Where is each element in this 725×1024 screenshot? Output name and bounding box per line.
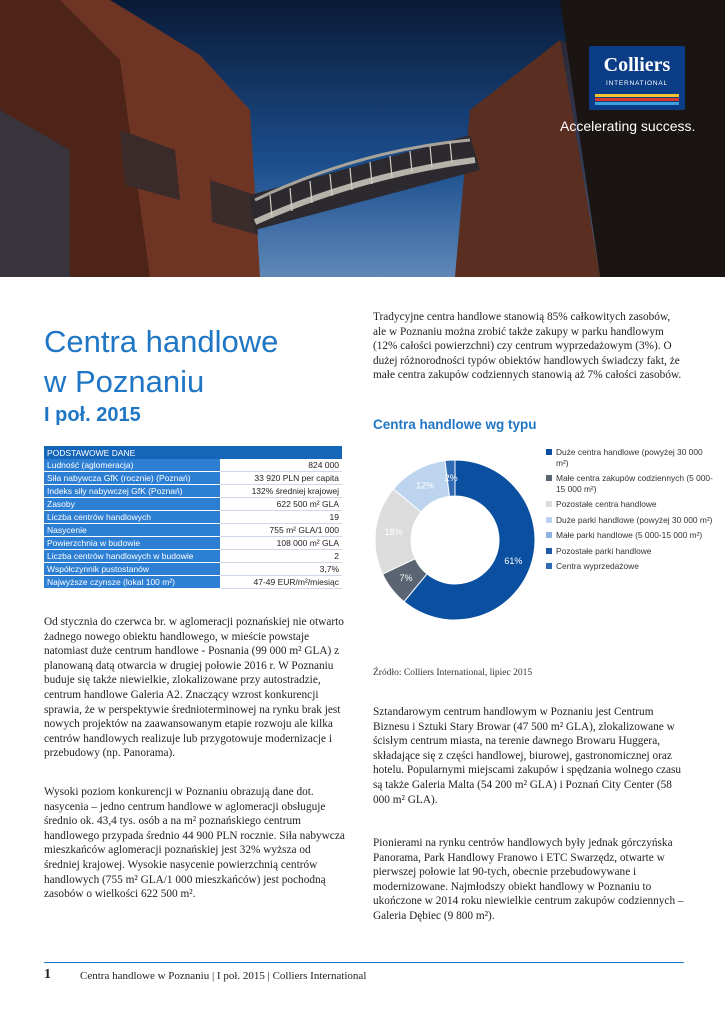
fact-label: Najwyższe czynsze (lokal 100 m²) — [44, 576, 220, 589]
fact-value: 3,7% — [220, 563, 342, 576]
chart-legend — [546, 447, 716, 577]
fact-value: 132% średniej krajowej — [220, 485, 342, 498]
logo-stripe-red — [595, 98, 679, 101]
key-facts-table — [44, 446, 342, 589]
hero-photo — [0, 0, 725, 277]
legend-swatch — [546, 475, 552, 481]
logo-stripe-yellow — [595, 94, 679, 97]
tagline: Accelerating success. — [560, 118, 696, 134]
logo-stripe-blue — [595, 102, 679, 105]
table-row — [44, 537, 342, 550]
table-row — [44, 459, 342, 472]
title-line-1: Centra handlowe — [44, 324, 279, 359]
table-row — [44, 563, 342, 576]
fact-label: Siła nabywcza GfK (rocznie) (Poznań) — [44, 472, 220, 485]
legend-item — [546, 515, 716, 526]
legend-label: Duże centra handlowe (powyżej 30 000 m²) — [556, 447, 703, 468]
page-title — [44, 322, 278, 402]
fact-value: 755 m² GLA/1 000 — [220, 524, 342, 537]
slice-label: 12% — [416, 480, 435, 491]
legend-item — [546, 499, 716, 510]
hero-photo-illustration — [0, 0, 725, 277]
fact-value: 2 — [220, 550, 342, 563]
slice-label: 7% — [399, 573, 413, 584]
slice-label: 61% — [504, 556, 523, 567]
fact-label: Powierzchnia w budowie — [44, 537, 220, 550]
fact-label: Współczynnik pustostanów — [44, 563, 220, 576]
fact-value: 824 000 — [220, 459, 342, 472]
table-row — [44, 550, 342, 563]
period-subtitle: I poł. 2015 — [44, 404, 141, 426]
donut-chart — [370, 455, 540, 625]
fact-value: 622 500 m² GLA — [220, 498, 342, 511]
fact-label: Liczba centrów handlowych — [44, 511, 220, 524]
legend-item — [546, 473, 716, 494]
legend-label: Duże parki handlowe (powyżej 30 000 m²) — [556, 514, 713, 525]
slice-label: 18% — [384, 527, 403, 538]
table-row — [44, 511, 342, 524]
page-number: 1 — [44, 967, 51, 982]
fact-label: Liczba centrów handlowych w budowie — [44, 550, 220, 563]
legend-swatch — [546, 449, 552, 455]
fact-label: Zasoby — [44, 498, 220, 511]
legend-item — [546, 447, 716, 468]
legend-swatch — [546, 501, 552, 507]
colliers-logo[interactable] — [589, 46, 685, 110]
footer-text: Centra handlowe w Poznaniu | I poł. 2015 | Colliers International — [80, 970, 367, 982]
right-paragraph-1: Tradycyjne centra handlowe stanowią 85% całkowitych zasobów, ale w Poznaniu można zrobić także zakupy w parku handlowym (12% całości powierzchni) czy centrum wyprzedażowym (3%). O dużej różnorodności typów obiektów handlowych świadczy fakt, że małe centra zakupów codziennych stanowią aż 7% całości zasobów. — [373, 311, 682, 382]
table-row — [44, 524, 342, 537]
title-line-2: w Poznaniu — [44, 364, 205, 399]
table-row — [44, 498, 342, 511]
legend-item — [546, 530, 716, 541]
chart-source: Źródło: Colliers International, lipiec 2015 — [373, 668, 533, 678]
table-header: PODSTAWOWE DANE — [44, 446, 342, 459]
chart-title: Centra handlowe wg typu — [373, 417, 537, 432]
table-row — [44, 485, 342, 498]
fact-label: Ludność (aglomeracja) — [44, 459, 220, 472]
left-paragraph-2: Wysoki poziom konkurencji w Poznaniu obrazują dane dot. nasycenia – jedno centrum handlowe w aglomeracji obsługuje średnio ok. 43,4 tys. osób a na m² poznańskiego centrum handlowego przypada średnio 44 900 PLN rocznie. Siła nabywcza mieszkańców aglomeracji poznańskiej jest 32% wyższa od średniej krajowej. Wysokie nasycenie powierzchnią centrów handlowych (755 m² GLA/1 000 mieszkańców) jest pochodną zasobów o wielkości 622 500 m². — [44, 786, 345, 901]
legend-label: Pozostałe parki handlowe — [556, 545, 652, 556]
legend-item — [546, 546, 716, 557]
table-row — [44, 472, 342, 485]
legend-label: Pozostałe centra handlowe — [556, 499, 657, 509]
fact-value: 33 920 PLN per capita — [220, 472, 342, 485]
fact-label: Nasycenie — [44, 524, 220, 537]
fact-value: 47-49 EUR/m²/miesiąc — [220, 576, 342, 589]
legend-swatch — [546, 563, 552, 569]
logo-subtitle: INTERNATIONAL — [606, 80, 668, 87]
legend-swatch — [546, 548, 552, 554]
legend-item — [546, 561, 716, 572]
slice-label: 2% — [444, 473, 458, 484]
fact-value: 108 000 m² GLA — [220, 537, 342, 550]
table-row — [44, 576, 342, 589]
legend-label: Małe centra zakupów codziennych (5 000-15 000 m²) — [556, 473, 713, 494]
right-paragraph-2: Sztandarowym centrum handlowym w Poznaniu jest Centrum Biznesu i Sztuki Stary Browar (47 500 m² GLA), zlokalizowane w ścisłym centrum miasta, na terenie dawnego Browaru Huggera, składające się z części handlowej, biurowej, gastronomicznej oraz hotelu. Popularnymi miejscami zakupów i spędzania wolnego czasu są także Galeria Malta (54 200 m² GLA) i Poznań City Center (58 000 m² GLA). — [373, 706, 682, 806]
right-paragraph-3: Pionierami na rynku centrów handlowych były jednak górczyńska Panorama, Park Handlowy Franowo i ETC Swarzędz, otwarte w pierwszej połowie lat 90-tych, obecnie przebudowywane i modernizowane. Najmłodszy obiekt handlowy w Poznaniu to ukończone w 2014 roku niewielkie centrum zakupów codziennych – Galeria Dębiec (9 800 m²). — [373, 837, 684, 922]
legend-swatch — [546, 517, 552, 523]
legend-swatch — [546, 532, 552, 538]
fact-value: 19 — [220, 511, 342, 524]
footer-rule — [44, 962, 684, 963]
legend-label: Centra wyprzedażowe — [556, 561, 639, 571]
legend-label: Małe parki handlowe (5 000-15 000 m²) — [556, 530, 703, 540]
fact-label: Indeks siły nabywczej GfK (Poznań) — [44, 485, 220, 498]
left-paragraph-1: Od stycznia do czerwca br. w aglomeracji poznańskiej nie otwarto żadnego nowego obiektu handlowego, w mieście powstaje natomiast duże centrum handlowe - Posnania (99 000 m² GLA) z planowaną datą otwarcia w drugiej połowie 2016 r. W Poznaniu buduje się także niewielkie, zlokalizowane przy autostradzie, centrum handlowe Galeria A2. Znaczący wzrost konkurencji sprawia, że w perspektywie średnioterminowej na rynku brak jest nowych projektów na zaawansowanym etapie rozwoju ale kilka centrów handlowych realizuje lub przygotowuje modernizacje i przebudowy (np. Panorama). — [44, 616, 344, 760]
logo-name: Colliers — [603, 54, 671, 76]
